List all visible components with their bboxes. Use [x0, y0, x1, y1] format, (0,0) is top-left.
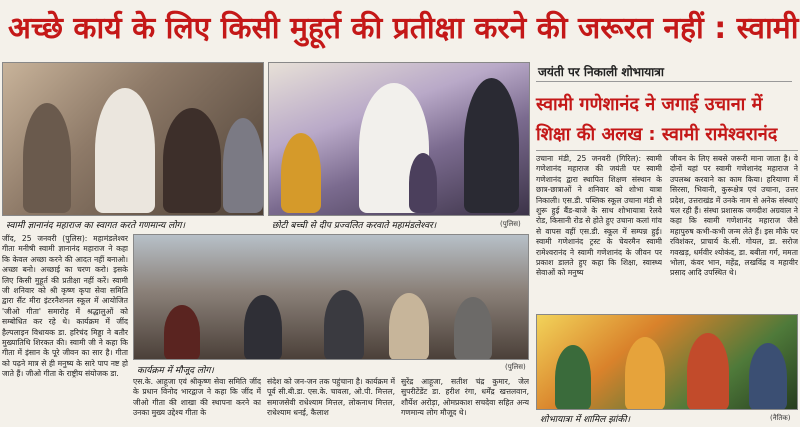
photo-figure: [324, 290, 364, 360]
photo2-caption: छोटी बच्ची से दीप प्रज्वलित करवाते महामंडलेश्वर।: [268, 216, 488, 232]
left-article-column: [2, 234, 128, 424]
right-text-2: जीवन के लिए सबसे जरूरी माना जाता है। वे दोनों यहां पर स्वामी गणेशानंद महाराज ने उपलब्ध करवाने का काम किया। हरियाणा में सिरसा, भिवानी, कुरूक्षेत्र एवं उचाना, उत्तर प्रदेश, उत्तराखंड में उनके नाम से अनेक संस्थाएं चल रही हैं। संस्था प्रशासक जगदीश अग्रवाल ने कहा कि स्वामी गणेशानंद महाराज जैसे महापुरुष कभी-कभी जन्म लेते हैं। इस मौके पर रविशंकर, प्राचार्य के.सी. गोयल, डा. सरोज गवखड़, धर्मवीर श्योकंद, डा. बबीता गर्ग, ममता भोला, कंवर भान, महेंद्र, लखविंद्र व महावीर प्रसाद आदि उपस्थित थे।: [670, 154, 798, 278]
photo2-credit: (पुलिस): [500, 220, 521, 228]
photo3-credit: (पुलिस): [505, 363, 526, 371]
photo-figure: [454, 297, 492, 360]
photo3-caption: कार्यक्रम में मौजूद लोग।: [133, 361, 313, 375]
photo-figure: [244, 295, 282, 360]
bottom-text-3: सुरेंद्र आहूजा, सतीश चंद्र कुमार, जेल सुपरीटेंडेंट डा. हरीश रंगा, धर्मेंद्र खत्तलवान, शौर्येश अरोड़ा, ओमप्रकाश सचदेवा सहित अन्य गणमान्य लोग मौजूद थे।: [401, 377, 529, 418]
photo-figure: [625, 337, 665, 410]
photo-figure: [223, 118, 263, 213]
bottom-article-col3: [401, 377, 529, 425]
photo-figure: [555, 345, 591, 410]
photo-figure: [164, 305, 200, 360]
photo-figure: [389, 293, 429, 360]
bottom-article-col2: [267, 377, 395, 425]
photo-lamp-lighting: [268, 62, 530, 216]
photo1-caption: स्वामी ज्ञानानंद महाराज का स्वागत करते गणमान्य लोग।: [2, 216, 264, 232]
photo4-caption: शोभायात्रा में शामिल झांकी।: [536, 410, 736, 425]
photo-figure: [23, 103, 71, 213]
photo-tableau: [536, 314, 798, 410]
photo-figure: [281, 133, 321, 213]
photo-figure: [687, 333, 729, 410]
photo-figure: [163, 108, 221, 213]
main-headline: अच्छे कार्य के लिए किसी मुहूर्त की प्रतीक्षा करने की जरूरत नहीं : स्वामी: [8, 11, 799, 46]
photo-audience: [133, 234, 529, 360]
bottom-text-2: संदेश को जन-जन तक पहुंचाना है। कार्यक्रम में पूर्व सी.बी.डा. एस.के. चावला, ओ.पी. मित्तल, समाजसेवी राधेश्याम मित्तल, लोकनाथ मित्तल, राधेश्याम धनई, कैलाश: [267, 377, 395, 418]
section-tag: जयंती पर निकाली शोभायात्रा: [536, 64, 792, 82]
photo4-credit: (नैतिक): [770, 414, 791, 422]
right-text-1: उचाना मंडी, 25 जनवरी (गिरिल): स्वामी गणेशानंद महाराज की जयंती पर स्वामी गणेशानंद द्वारा स्थापित शिक्षण संस्थान के छात्र-छात्राओं ने शनिवार को शोभा यात्रा निकाली। एस.डी. पब्लिक स्कूल उचाना मंडी से शुरू हुई बैंड-बाजे के साथ शोभायात्रा रेलवे रोड, किसानी रोड से होते हुए उचाना कलां गांव से वापस वहीं एस.डी. स्कूल में सम्पन्न हुई। स्वामी गणेशानंद ट्रस्ट के चेयरमैन स्वामी रामेश्वरानंद ने स्वामी गणेशानंद के जीवन पर प्रकाश डालते हुए कहा कि शिक्षा, स्वास्थ्य सेवाओं को मनुष्य: [536, 154, 662, 278]
rule-under-subheadline: [536, 150, 798, 151]
right-article-col1: [536, 154, 662, 310]
photo-swami-welcome: [2, 62, 264, 216]
sub-headline-line1: स्वामी गणेशानंद ने जगाई उचाना में: [536, 94, 763, 115]
sub-headline-line2: शिक्षा की अलख : स्वामी रामेश्वरानंद: [536, 124, 778, 145]
photo-figure: [95, 88, 155, 213]
bottom-article-col1: [133, 377, 261, 425]
photo-figure: [749, 343, 787, 410]
left-article-text: जींद, 25 जनवरी (पुलिस): महामंडलेश्वर गीता मनीषी स्वामी ज्ञानानंद महाराज ने कहा कि केवल अच्छा करने की आदत नहीं बनाओ। अच्छा बनो। अच्छाई का चरण करो। इसके लिए किसी मुहूर्त की प्रतीक्षा नहीं करें। स्वामी जी शनिवार को श्री कृष्ण कृपा सेवा समिति द्वारा सैंट मीरा इंटरनैशनल स्कूल में आयोजित 'जीओ गीता' समारोह में श्रद्धालुओं को सम्बोधित कर रहे थे। कार्यक्रम में जींद हैल्पलाइन विधायक डा. हरिचंद मिड्डा ने बतौर मुख्यातिथि शिरकत की। स्वामी जी ने कहा कि गीता में इंसान के पूरे जीवन का सार है। गीता को पढ़ने मात्र से ही मनुष्य के सारे पाप नष्ट हो जाते हैं। जीओ गीता के राष्ट्रीय संयोजक डा.: [2, 234, 128, 379]
sub-headline: [536, 90, 798, 150]
bottom-text-1: एस.के. आहूजा एवं श्रीकृष्ण सेवा समिति जींद के प्रधान विनोद भारद्वाज ने कहा कि जींद में जीओ गीता की शाखा की स्थापना करने का उनका मुख्य उद्देश्य गीता के: [133, 377, 261, 418]
photo-figure: [409, 153, 437, 213]
photo-figure: [464, 78, 519, 213]
right-article-col2: [670, 154, 798, 310]
